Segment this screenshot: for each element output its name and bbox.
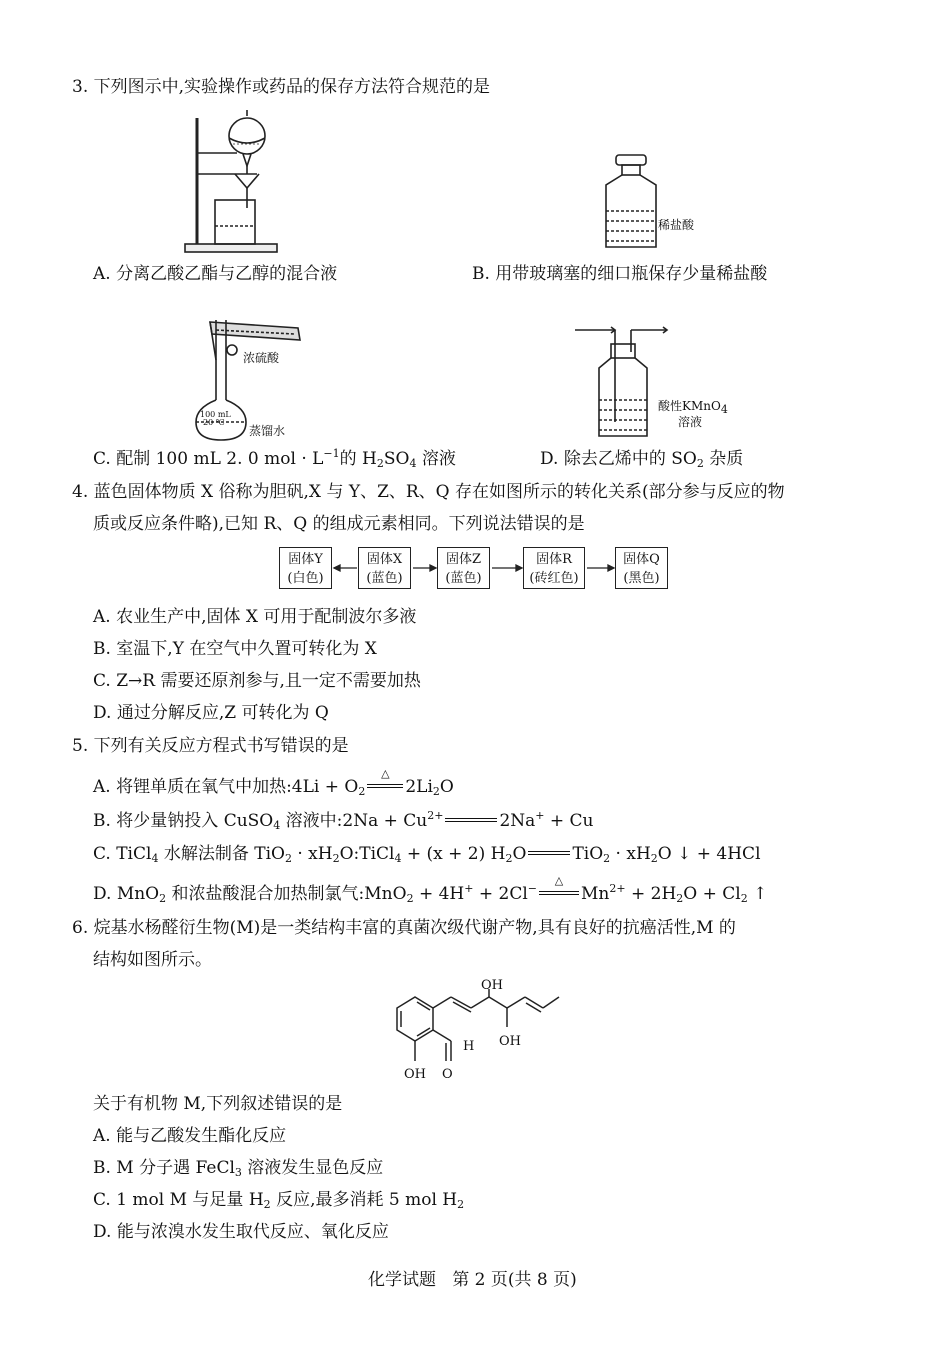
q3-stem: 3. 下列图示中,实验操作或药品的保存方法符合规范的是 [72,77,491,97]
q3-option-b: B. 用带玻璃塞的细口瓶保存少量稀盐酸 [472,264,768,284]
q4-stem-line1: 4. 蓝色固体物质 X 俗称为胆矾,X 与 Y、Z、R、Q 存在如图所示的转化关系(部分参与反应的物 [72,482,785,502]
label-acidic-kmno4: 酸性KMnO$_4$ [658,399,728,416]
q5-option-c: C. TiCl$_4$ 水解法制备 $TiO_2 \cdot xH_2O:TiCl_4 + (x + 2)$ $H_2O$ $TiO_2 \cdot xH_2O$ ↓ + 4HCl [93,844,761,865]
q6-stem-line1: 6. 烷基水杨醛衍生物(M)是一类结构丰富的真菌次级代谢产物,具有良好的抗癌活性,M 的 [72,918,736,938]
q6-stem-line2: 结构如图所示。 [93,950,212,970]
gas-washing-bottle-figure [575,322,675,442]
q5-option-a: A. 将锂单质在氧气中加热:4Li + $O_2$ △ $2Li_2O$ [93,767,454,798]
q6-option-a: A. 能与乙酸发生酯化反应 [93,1126,287,1146]
label-flask-temp: 20 ℃ [203,418,225,427]
label-conc-sulfuric-acid: 浓硫酸 [243,351,280,365]
o-label: O [442,1067,453,1082]
box-solid-r: 固体R (砖红色) [523,547,585,589]
h-label: H [463,1039,475,1054]
q3-option-a: A. 分离乙酸乙酯与乙醇的混合液 [93,264,338,284]
box-solid-x: 固体X (蓝色) [358,547,411,589]
label-dilute-hcl: 稀盐酸 [658,218,695,232]
label-distilled-water: 蒸馏水 [249,424,286,438]
oh-label-mid: OH [499,1034,521,1049]
separatory-funnel-figure [185,108,285,256]
q4-option-c: C. Z→R 需要还原剂参与,且一定不需要加热 [93,671,421,691]
label-flask-volume: 100 mL [200,410,231,419]
q3-option-d: D. 除去乙烯中的 $SO_2$ 杂质 [540,449,744,470]
reagent-bottle-figure [598,153,668,251]
q5-stem: 5. 下列有关反应方程式书写错误的是 [72,736,349,756]
q4-option-a: A. 农业生产中,固体 X 可用于配制波尔多液 [93,607,417,627]
q6-question: 关于有机物 M,下列叙述错误的是 [93,1094,343,1114]
oh-label-bottom: OH [404,1067,426,1082]
page-footer: 化学试题 第 2 页(共 8 页) [368,1270,577,1290]
q4-option-b: B. 室温下,Y 在空气中久置可转化为 X [93,639,377,659]
q3-option-c: C. 配制 100 mL 2. 0 mol · $L^{-1}$的 $H_2SO_4$ 溶液 [93,447,456,470]
box-solid-z: 固体Z (蓝色) [437,547,490,589]
q6-option-b: B. M 分子遇 FeCl$_3$ 溶液发生显色反应 [93,1158,384,1179]
q5-option-d: D. MnO$_2$ 和浓盐酸混合加热制氯气:MnO$_2$ + 4H+ + 2Cl− △ $Mn^{2+} + 2H_2O + Cl_2$ ↑ [93,874,768,905]
q6-option-c: C. 1 mol M 与足量 $H_2$ 反应,最多消耗 5 mol $H_2$ [93,1190,465,1211]
box-solid-y: 固体Y (白色) [279,547,332,589]
q4-stem-line2: 质或反应条件略),已知 R、Q 的组成元素相同。下列说法错误的是 [93,514,585,534]
q4-option-d: D. 通过分解反应,Z 可转化为 Q [93,703,329,723]
flow-arrows [279,547,679,589]
q5-option-b: B. 将少量钠投入 CuSO$_4$ 溶液中:2Na + $Cu^{2+}$ 2Na+ + Cu [93,809,594,832]
q6-option-d: D. 能与浓溴水发生取代反应、氧化反应 [93,1222,389,1242]
oh-label-top: OH [481,978,503,993]
box-solid-q: 固体Q (黑色) [615,547,668,589]
label-solution: 溶液 [678,415,703,429]
